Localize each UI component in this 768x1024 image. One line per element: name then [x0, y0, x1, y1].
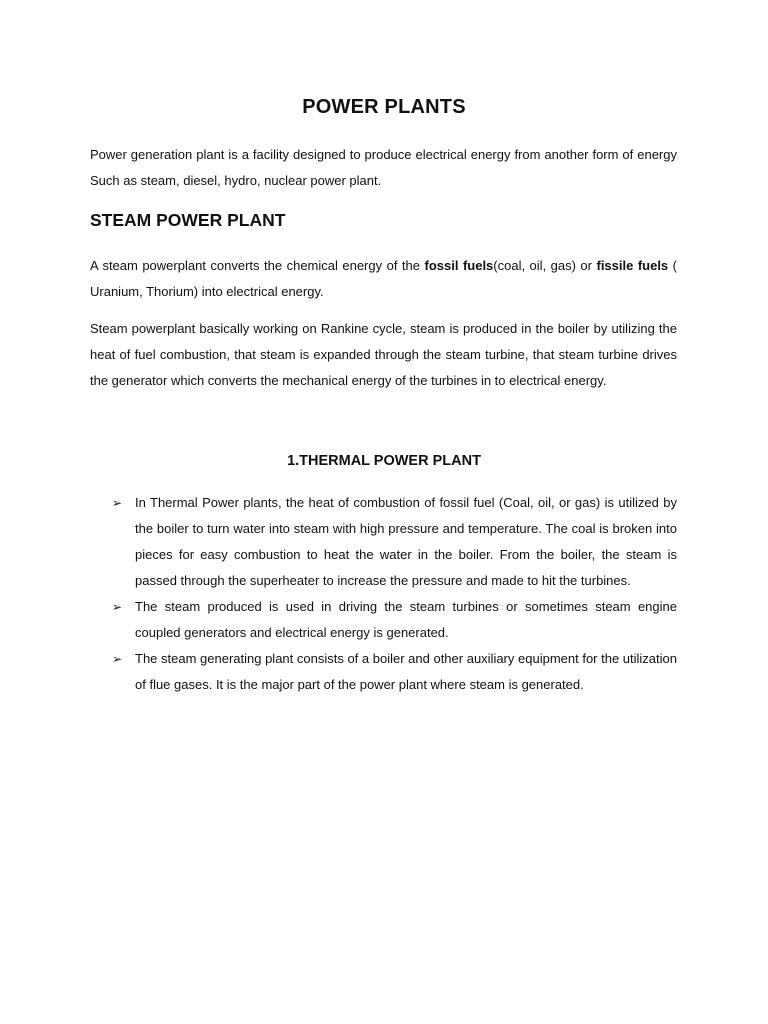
arrow-bullet-icon: ➢	[112, 652, 123, 666]
list-item-text: In Thermal Power plants, the heat of combustion of fossil fuel (Coal, oil, or gas) is utilized by the boiler to turn water into steam with high pressure and temperature. The coal is broken into pieces for easy combustion to heat the water in the boiler. From the boiler, the steam is passed through the superheater to increase the pressure and made to hit the turbines.	[135, 495, 677, 588]
list-item	[112, 594, 677, 646]
list-item-text: The steam produced is used in driving the steam turbines or sometimes steam engine coupled generators and electrical energy is generated.	[135, 599, 677, 640]
page-title: POWER PLANTS	[302, 96, 466, 118]
steam-p1-text-2: (coal, oil, gas) or	[493, 258, 597, 273]
list-item	[112, 490, 677, 594]
fissile-fuels-term: fissile fuels	[596, 258, 669, 273]
section-heading: STEAM POWER PLANT	[90, 210, 286, 230]
list-item	[112, 646, 677, 698]
steam-p1-text-3: ( Uranium, Thorium) into electrical energy.	[90, 258, 677, 299]
arrow-bullet-icon: ➢	[112, 600, 123, 614]
fossil-fuels-term: fossil fuels	[424, 258, 494, 273]
steam-paragraph-2: Steam powerplant basically working on Rankine cycle, steam is produced in the boiler by utilizing the heat of fuel combustion, that steam is expanded through the steam turbine, that steam turbine drives the generator which converts the mechanical energy of the turbines in to electrical energy.	[90, 321, 677, 388]
steam-paragraph-1	[90, 253, 677, 305]
steam-p1-text-1: A steam powerplant converts the chemical energy of the	[90, 258, 425, 273]
subsection-heading: 1.THERMAL POWER PLANT	[287, 453, 481, 469]
intro-paragraph: Power generation plant is a facility designed to produce electrical energy from another form of energy Such as steam, diesel, hydro, nuclear power plant.	[90, 147, 677, 188]
arrow-bullet-icon: ➢	[112, 496, 123, 510]
list-item-text: The steam generating plant consists of a boiler and other auxiliary equipment for the utilization of flue gases. It is the major part of the power plant where steam is generated.	[135, 651, 677, 692]
bullet-list	[112, 490, 677, 698]
